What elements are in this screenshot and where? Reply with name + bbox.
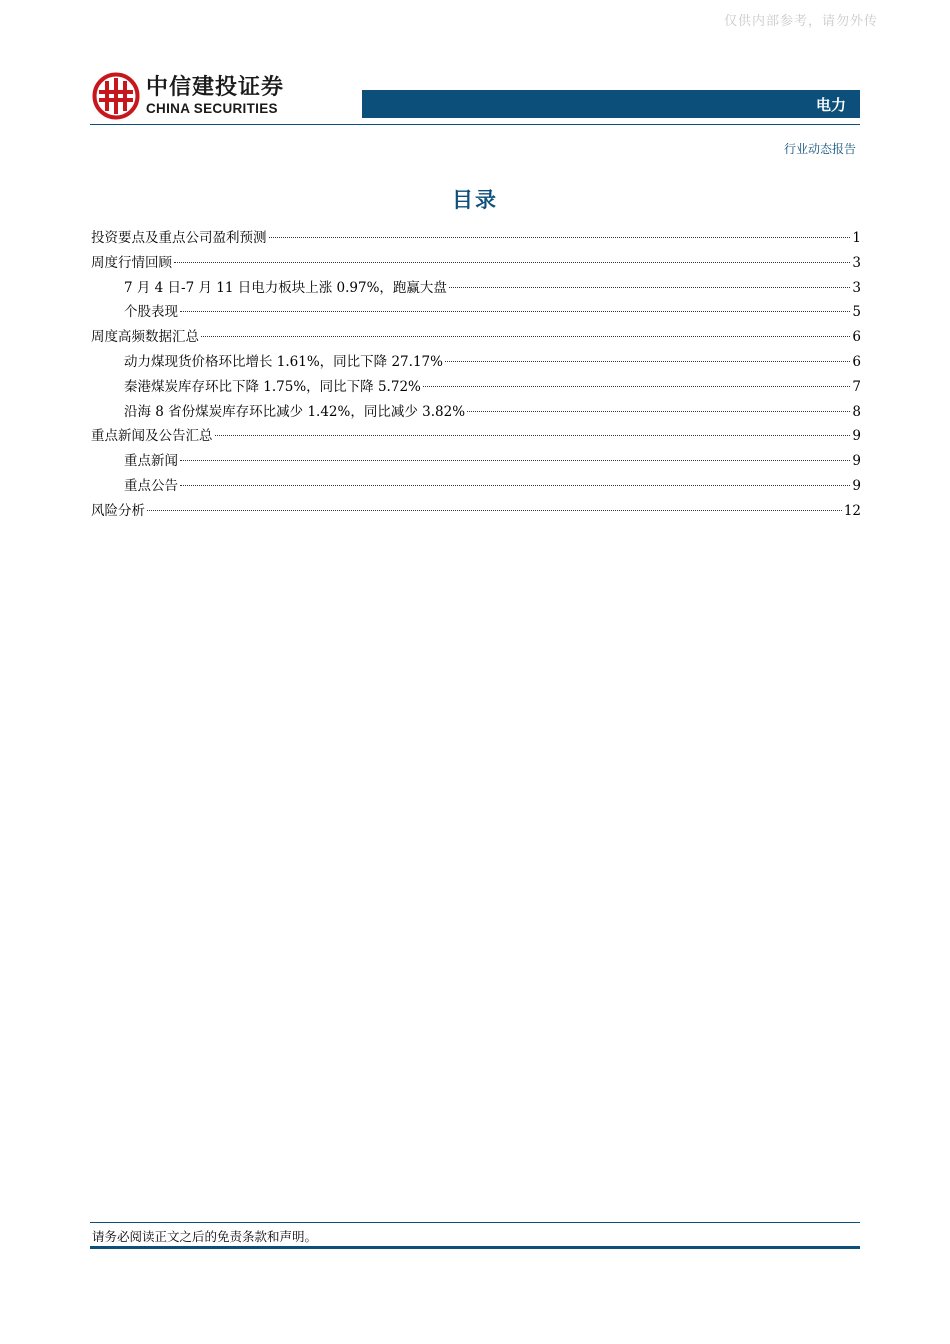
- toc-entry-label: 沿海 8 省份煤炭库存环比减少 1.42%，同比减少 3.82%: [124, 403, 466, 420]
- toc-dot-leader: [180, 311, 850, 312]
- toc-dot-leader: [467, 411, 850, 412]
- toc-entry-page: 12: [843, 502, 861, 519]
- toc-entry-page: 5: [852, 304, 861, 321]
- brand-logo: [92, 72, 284, 120]
- toc-entry[interactable]: [91, 499, 861, 524]
- footer-disclaimer: 请务必阅读正文之后的免责条款和声明。: [92, 1229, 318, 1244]
- industry-banner: [362, 90, 860, 118]
- toc-dot-leader: [423, 386, 851, 387]
- toc-entry[interactable]: [91, 276, 861, 301]
- toc-entry-page: 6: [852, 353, 861, 370]
- toc-entry[interactable]: [91, 424, 861, 449]
- toc-entry-label: 周度行情回顾: [91, 254, 172, 271]
- toc-entry-label: 风险分析: [91, 502, 145, 519]
- brand-name-cn: 中信建投证券: [146, 75, 285, 100]
- toc-entry[interactable]: [91, 400, 861, 425]
- table-of-contents: [91, 226, 861, 524]
- header-divider: [90, 124, 860, 125]
- toc-dot-leader: [201, 336, 850, 337]
- toc-entry[interactable]: [91, 350, 861, 375]
- toc-entry-page: 9: [852, 453, 861, 470]
- watermark: 仅供内部参考，请勿外传: [723, 14, 878, 29]
- toc-entry-page: 8: [852, 403, 861, 420]
- toc-dot-leader: [147, 510, 842, 511]
- toc-entry-label: 重点公告: [124, 477, 178, 494]
- toc-entry-page: 3: [852, 279, 861, 296]
- toc-entry[interactable]: [91, 300, 861, 325]
- industry-label: 电力: [815, 95, 846, 114]
- toc-entry-label: 重点新闻及公告汇总: [91, 428, 213, 445]
- toc-entry[interactable]: [91, 474, 861, 499]
- toc-entry-page: 9: [852, 477, 861, 494]
- toc-dot-leader: [269, 237, 851, 238]
- toc-entry-page: 6: [852, 329, 861, 346]
- toc-dot-leader: [449, 287, 850, 288]
- toc-entry-label: 重点新闻: [124, 453, 178, 470]
- report-type: 行业动态报告: [783, 142, 856, 156]
- toc-entry-label: 秦港煤炭库存环比下降 1.75%，同比下降 5.72%: [124, 378, 421, 395]
- toc-dot-leader: [174, 262, 850, 263]
- toc-entry[interactable]: [91, 375, 861, 400]
- toc-entry-label: 7 月 4 日-7 月 11 日电力板块上涨 0.97%，跑赢大盘: [124, 279, 447, 296]
- toc-dot-leader: [215, 435, 851, 436]
- toc-entry-label: 个股表现: [124, 304, 178, 321]
- toc-title: 目录: [452, 188, 498, 212]
- citic-logo-icon: [92, 72, 140, 120]
- toc-entry[interactable]: [91, 251, 861, 276]
- toc-entry-label: 周度高频数据汇总: [91, 329, 199, 346]
- footer-bar: [90, 1246, 860, 1249]
- toc-dot-leader: [180, 485, 850, 486]
- footer-divider: [90, 1222, 860, 1223]
- toc-dot-leader: [180, 460, 850, 461]
- toc-entry-page: 9: [852, 428, 861, 445]
- toc-entry-page: 3: [852, 254, 861, 271]
- toc-entry[interactable]: [91, 325, 861, 350]
- toc-entry-page: 7: [852, 378, 861, 395]
- toc-entry-label: 动力煤现货价格环比增长 1.61%，同比下降 27.17%: [124, 353, 443, 370]
- toc-dot-leader: [445, 361, 850, 362]
- toc-entry[interactable]: [91, 226, 861, 251]
- toc-entry-page: 1: [852, 230, 861, 246]
- brand-name-en: CHINA SECURITIES: [146, 101, 278, 116]
- toc-entry[interactable]: [91, 449, 861, 474]
- toc-entry-label: 投资要点及重点公司盈利预测: [91, 230, 267, 246]
